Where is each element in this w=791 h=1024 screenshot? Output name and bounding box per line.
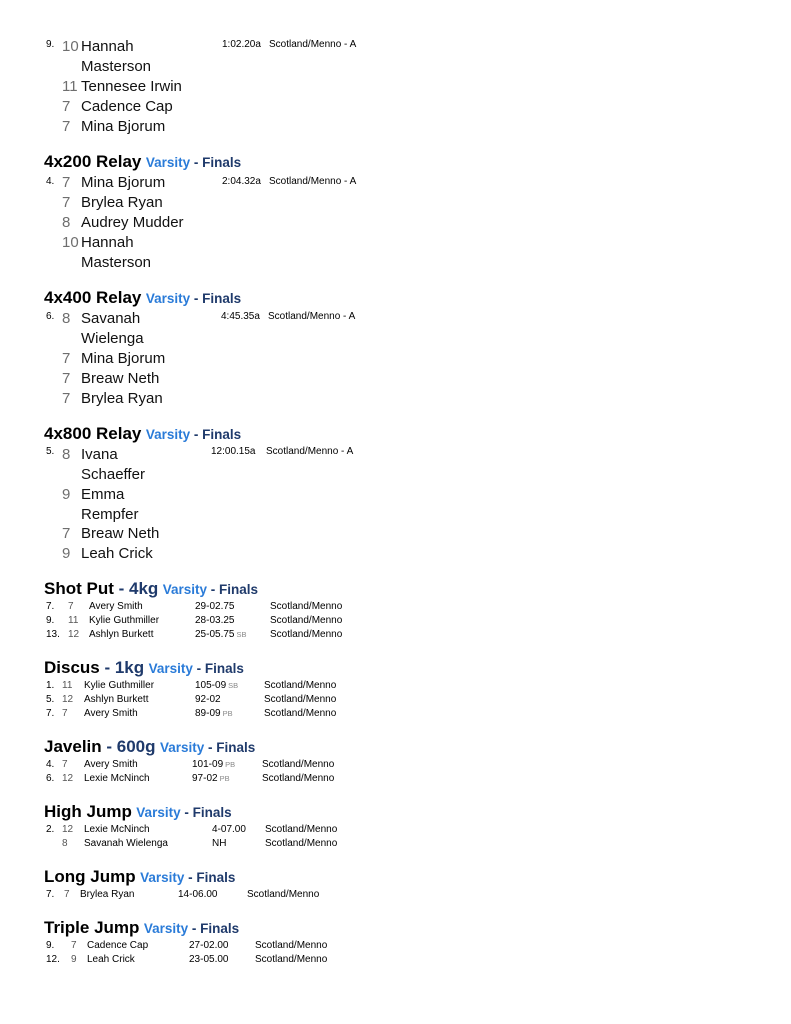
result-name: Cadence Cap [87,940,149,951]
event-separator: - [188,921,201,936]
leg-grade: 8 [62,446,71,463]
relay-mark: 12:00.15a [211,446,256,457]
result-grade: 7 [62,708,68,719]
leg-grade: 7 [62,525,71,542]
event-level: Varsity [140,870,185,885]
result-name: Avery Smith [84,759,138,770]
result-grade: 12 [62,773,74,784]
result-place: 6. [46,773,55,784]
event-title: 4x200 Relay [44,152,142,171]
event-heading [44,867,235,887]
result-place: 13. [46,629,60,640]
result-name: Avery Smith [89,601,143,612]
result-grade: 7 [62,759,68,770]
result-place: 7. [46,708,55,719]
result-mark [192,773,230,784]
leg-grade: 10 [62,234,79,251]
result-place: 9. [46,615,55,626]
event-separator: - [192,661,205,676]
event-title: Long Jump [44,867,136,886]
event-level: Varsity [136,805,181,820]
event-separator: - [204,740,217,755]
event-round: Finals [202,427,242,442]
result-team: Scotland/Menno [264,708,337,719]
leg-name-cont: Schaeffer [81,466,145,483]
result-grade: 7 [71,940,77,951]
result-mark-tag: SB [236,630,247,639]
event-heading [44,802,232,822]
result-name: Savanah Wielenga [84,838,168,849]
event-title: High Jump [44,802,132,821]
event-level: Varsity [145,427,191,442]
event-title: Javelin [44,737,102,756]
result-mark [195,601,236,612]
result-team: Scotland/Menno [255,940,328,951]
result-mark-value: 23-05.00 [189,954,229,965]
result-mark [189,954,230,965]
result-mark [195,629,247,640]
result-place: 7. [46,889,55,900]
leg-grade: 9 [62,545,71,562]
event-heading [44,288,241,308]
event-level: Varsity [145,291,191,306]
leg-name-cont: Rempfer [81,506,139,523]
event-round: Finals [200,921,240,936]
leg-grade: 9 [62,486,71,503]
leg-grade: 7 [62,174,71,191]
result-mark [192,759,235,770]
result-place: 2. [46,824,55,835]
relay-place: 6. [46,311,55,322]
leg-name-cont: Wielenga [81,330,144,347]
result-mark [212,824,248,835]
relay-place: 5. [46,446,55,457]
result-grade: 7 [68,601,74,612]
leg-grade: 7 [62,350,71,367]
leg-name: Mina Bjorum [81,118,166,135]
event-title: Shot Put [44,579,114,598]
relay-mark: 2:04.32a [222,176,261,187]
leg-name: Leah Crick [81,545,153,562]
event-level: Varsity [162,582,208,597]
event-round: Finals [216,740,256,755]
event-round: Finals [202,155,242,170]
event-title: 4x400 Relay [44,288,142,307]
result-mark-value: 89-09 [195,708,221,719]
result-place: 7. [46,601,55,612]
relay-team: Scotland/Menno - A [269,176,357,187]
result-name: Kylie Guthmiller [89,615,160,626]
result-name: Ashlyn Burkett [84,694,149,705]
event-heading [44,152,241,172]
event-heading [44,737,255,757]
result-team: Scotland/Menno [262,759,335,770]
result-team: Scotland/Menno [270,629,343,640]
result-mark-value: 97-02 [192,773,218,784]
event-title: Discus [44,658,100,677]
relay-mark: 1:02.20a [222,39,261,50]
event-heading [44,579,258,599]
result-team: Scotland/Menno [255,954,328,965]
leg-grade: 8 [62,214,71,231]
result-team: Scotland/Menno [265,824,338,835]
event-title: 4x800 Relay [44,424,142,443]
result-team: Scotland/Menno [265,838,338,849]
result-mark-tag: SB [228,681,239,690]
result-mark-value: 29-02.75 [195,601,235,612]
leg-grade: 7 [62,370,71,387]
event-level: Varsity [159,740,205,755]
result-mark-value: 28-03.25 [195,615,235,626]
leg-name: Mina Bjorum [81,174,166,191]
result-mark-value: 4-07.00 [212,824,246,835]
event-separator: - [184,870,197,885]
result-grade: 12 [68,629,80,640]
leg-name: Mina Bjorum [81,350,166,367]
result-grade: 7 [64,889,70,900]
event-round: Finals [219,582,259,597]
result-mark [195,615,236,626]
result-mark [178,889,219,900]
leg-name: Tennesee Irwin [81,78,182,95]
event-spec: - 4kg [113,579,159,598]
leg-name: Breaw Neth [81,525,160,542]
result-mark [212,838,228,849]
event-round: Finals [202,291,242,306]
relay-team: Scotland/Menno - A [266,446,354,457]
relay-place: 9. [46,39,55,50]
event-separator: - [180,805,193,820]
result-team: Scotland/Menno [270,601,343,612]
result-mark-value: 101-09 [192,759,224,770]
result-mark-tag: PB [225,760,236,769]
result-mark-tag: PB [219,774,230,783]
leg-name: Emma [81,486,125,503]
relay-place: 4. [46,176,55,187]
result-grade: 12 [62,824,74,835]
result-name: Avery Smith [84,708,138,719]
leg-name: Brylea Ryan [81,390,163,407]
leg-grade: 11 [62,78,78,95]
leg-name-cont: Masterson [81,254,152,271]
event-separator: - [190,427,203,442]
leg-grade: 7 [62,194,71,211]
event-heading [44,658,244,678]
event-level: Varsity [145,155,191,170]
result-grade: 11 [68,615,79,626]
result-team: Scotland/Menno [262,773,335,784]
leg-grade: 7 [62,98,71,115]
result-grade: 11 [62,680,73,691]
result-place: 9. [46,940,55,951]
result-name: Lexie McNinch [84,824,150,835]
leg-name: Cadence Cap [81,98,173,115]
event-heading [44,424,241,444]
event-level: Varsity [143,921,189,936]
leg-name: Hannah [81,38,134,55]
result-mark-value: 92-02 [195,694,221,705]
leg-name: Brylea Ryan [81,194,163,211]
event-separator: - [207,582,220,597]
event-round: Finals [196,870,236,885]
result-place: 12. [46,954,60,965]
leg-grade: 7 [62,118,71,135]
result-team: Scotland/Menno [270,615,343,626]
relay-team: Scotland/Menno - A [268,311,356,322]
leg-grade: 7 [62,390,71,407]
result-mark [195,680,238,691]
result-mark [189,940,230,951]
result-mark-value: 27-02.00 [189,940,229,951]
result-mark-value: 14-06.00 [178,889,218,900]
event-spec: - 600g [101,737,156,756]
result-mark [195,694,223,705]
leg-name: Ivana [81,446,118,463]
event-round: Finals [204,661,244,676]
event-separator: - [190,291,203,306]
event-separator: - [190,155,203,170]
leg-name: Savanah [81,310,141,327]
leg-name: Audrey Mudder [81,214,184,231]
leg-name: Breaw Neth [81,370,160,387]
result-mark-value: 25-05.75 [195,629,235,640]
result-mark-value: NH [212,838,227,849]
result-team: Scotland/Menno [264,680,337,691]
leg-name: Hannah [81,234,134,251]
leg-grade: 8 [62,310,71,327]
result-grade: 12 [62,694,74,705]
result-name: Kylie Guthmiller [84,680,155,691]
result-place: 4. [46,759,55,770]
leg-name-cont: Masterson [81,58,152,75]
event-heading [44,918,239,938]
result-mark-value: 105-09 [195,680,227,691]
result-mark-tag: PB [222,709,233,718]
event-round: Finals [192,805,232,820]
result-place: 1. [46,680,55,691]
result-mark [195,708,233,719]
result-place: 5. [46,694,55,705]
result-name: Lexie McNinch [84,773,150,784]
result-team: Scotland/Menno [247,889,320,900]
event-level: Varsity [148,661,193,676]
result-name: Brylea Ryan [80,889,135,900]
relay-mark: 4:45.35a [221,311,260,322]
result-name: Ashlyn Burkett [89,629,154,640]
result-grade: 9 [71,954,77,965]
relay-team: Scotland/Menno - A [269,39,357,50]
result-grade: 8 [62,838,68,849]
leg-grade: 10 [62,38,79,55]
result-name: Leah Crick [87,954,135,965]
event-title: Triple Jump [44,918,140,937]
event-spec: - 1kg [99,658,145,677]
result-team: Scotland/Menno [264,694,337,705]
